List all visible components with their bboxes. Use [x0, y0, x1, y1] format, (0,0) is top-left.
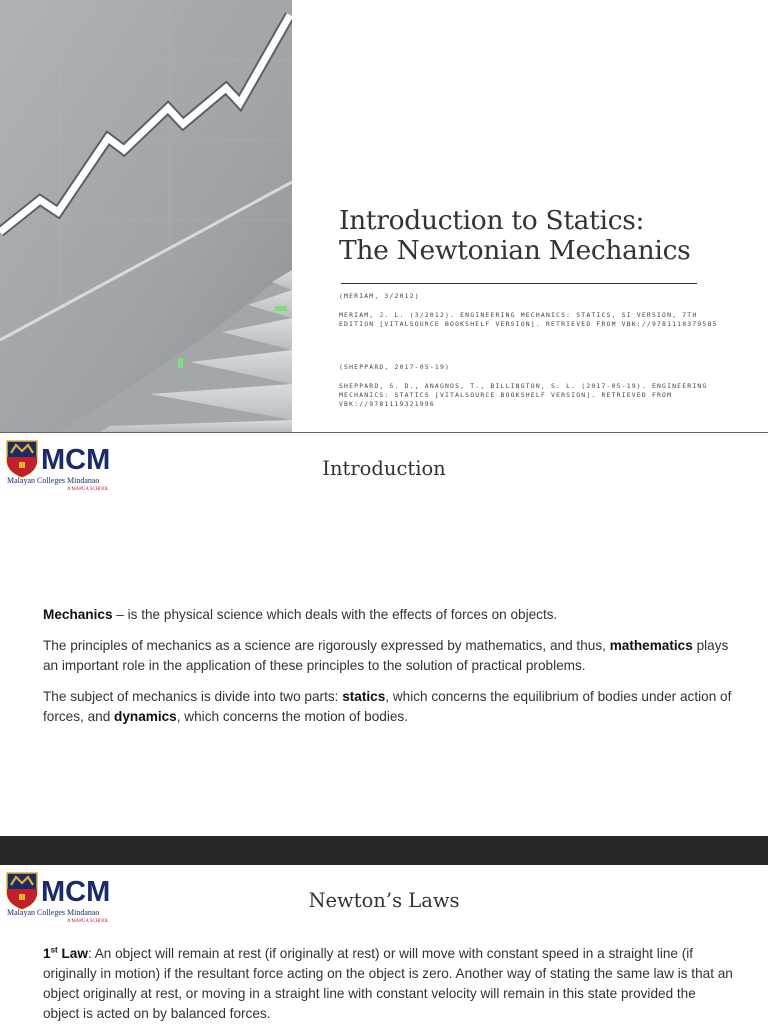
introduction-slide: [0, 433, 768, 836]
title-line-1: Introduction to Statics:: [339, 205, 645, 236]
slide-separator-bar: [0, 836, 768, 865]
term-mechanics: Mechanics: [43, 607, 113, 622]
svg-text:A MAPÚA SCHOOL: A MAPÚA SCHOOL: [67, 487, 109, 491]
branches-paragraph: The subject of mechanics is divide into two parts: statics, which concerns the equilibrium of bodies under action of forces, and dynamics, which concerns the motion of bodies.: [43, 689, 732, 724]
term-statics: statics: [342, 689, 386, 704]
newtons-laws-body: [43, 944, 733, 1024]
term-dynamics: dynamics: [114, 709, 177, 724]
first-law: 1st Law: An object will remain at rest (if originally at rest) or will move with constant speed in a straight line (if originally in motion) if the resultant force acting on the object is zero. Another way of stating the same law is that an object originally at rest, or moving in a straight line with constant velocity will remain in this state provided the object is acted on by balanced forces.: [43, 945, 733, 1021]
reference-2-tag: (SHEPPARD, 2017-05-19): [339, 363, 451, 371]
term-mathematics: mathematics: [609, 638, 693, 653]
newtons-laws-slide: [0, 865, 768, 1024]
svg-text:A MAPÚA SCHOOL: A MAPÚA SCHOOL: [67, 919, 109, 923]
first-law-label: 1st Law: [43, 945, 88, 961]
mathematics-paragraph: The principles of mechanics as a science are rigorously expressed by mathematics, and thus, mathematics plays an important role in the application of these principles to the solution of practical problems.: [43, 638, 729, 673]
title-slide: [0, 0, 768, 433]
reference-1-citation: MERIAM, J. L. (3/2012). ENGINEERING MECHANICS: STATICS, SI VERSION, 7TH EDITION [VITALSOURCE BOOKSHELF VERSION]. RETRIEVED FROM VBK://9781118379585: [339, 311, 718, 328]
stairs-growth-chart-photo: [0, 0, 292, 432]
title-divider: [341, 283, 697, 284]
reference-1-tag: (MERIAM, 3/2012): [339, 292, 420, 300]
introduction-body: [43, 605, 733, 738]
title-line-2: The Newtonian Mechanics: [339, 235, 691, 266]
slide-heading-introduction: Introduction: [322, 457, 446, 480]
svg-text:MCM: MCM: [41, 876, 111, 908]
svg-text:Malayan Colleges Mindanao: Malayan Colleges Mindanao: [7, 476, 100, 485]
slide-heading-newtons-laws: Newton’s Laws: [308, 889, 460, 912]
mechanics-definition: Mechanics – is the physical science which deals with the effects of forces on objects.: [43, 607, 558, 622]
svg-text:Malayan Colleges Mindanao: Malayan Colleges Mindanao: [7, 908, 100, 917]
reference-2-citation: SHEPPARD, S. D., ANAGNOS, T., BILLINGTON, S. L. (2017-05-19). ENGINEERING MECHANICS: STATICS [VITALSOURCE BOOKSHELF VERSION]. RETRIEVED FROM VBK://9781119321996: [339, 382, 708, 408]
svg-text:MCM: MCM: [41, 444, 111, 476]
presentation-title: [339, 206, 739, 266]
